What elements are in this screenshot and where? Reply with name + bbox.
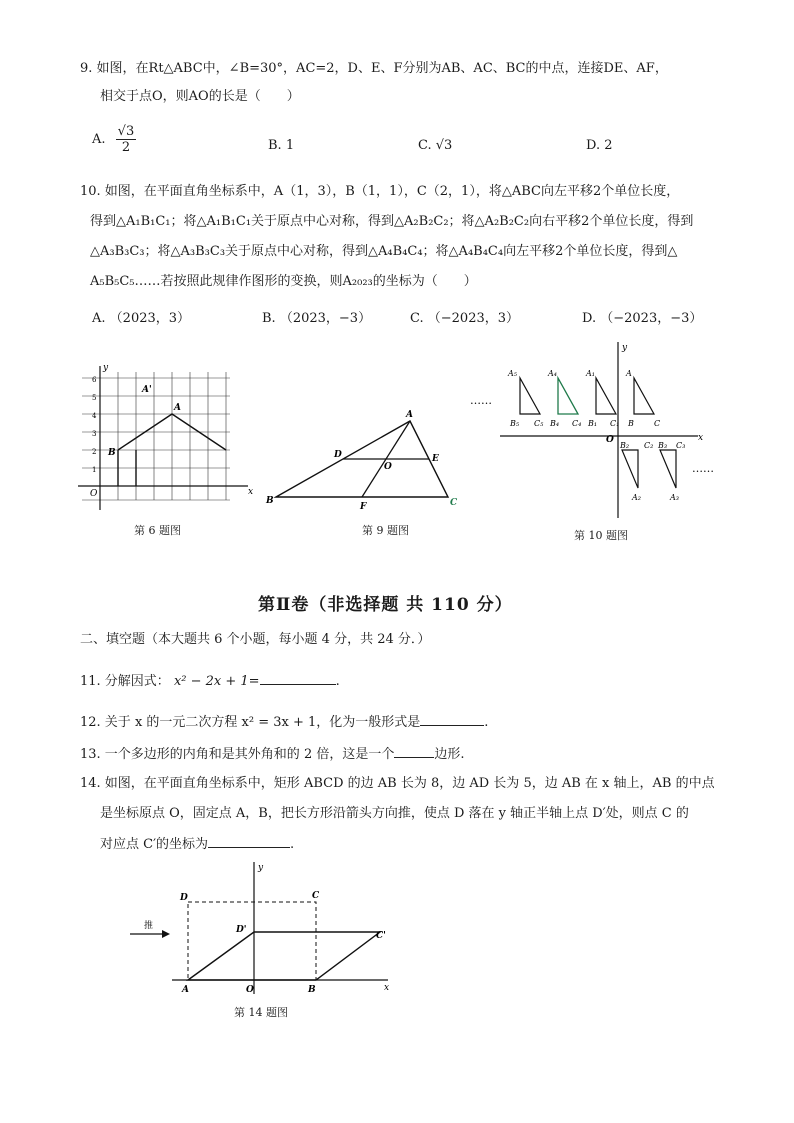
q9-option-a xyxy=(92,124,136,155)
fig14-caption: 第 14 题图 xyxy=(234,1006,288,1019)
q9-option-d-text: 2 xyxy=(604,138,613,153)
fig10-y-label: y xyxy=(622,343,628,353)
q12-prefix: 12. 关于 x 的一元二次方程 x² = 3x + 1，化为一般形式是 xyxy=(80,715,421,730)
fig9-caption: 第 9 题图 xyxy=(362,524,409,537)
fig14-origin: O xyxy=(246,985,254,995)
fig9-label-b: B xyxy=(266,496,274,506)
q9-option-c-letter: C. xyxy=(418,138,432,153)
figure-9-triangle xyxy=(262,405,472,520)
fig6-label-a-prime: A' xyxy=(142,385,152,395)
fig10-label-c5: C₅ xyxy=(534,419,544,428)
q14-line3-suffix: . xyxy=(290,837,295,852)
fig10-label-a5: A₅ xyxy=(508,369,517,378)
figure-6-grid xyxy=(70,360,260,520)
q14-line1: 14. 如图，在平面直角坐标系中，矩形 ABCD 的边 AB 长为 8，边 AD 长为 5，边 AB 在 x 轴上，AB 的中点 xyxy=(80,776,715,791)
fig10-label-c1: C₁ xyxy=(610,419,620,428)
q10-option-c xyxy=(410,307,519,326)
fig10-label-a2: A₂ xyxy=(632,493,641,502)
fig14-label-c: C xyxy=(312,891,320,901)
section2-part-heading: 二、填空题（本大题共 6 个小题，每小题 4 分，共 24 分．） xyxy=(80,632,431,647)
q13 xyxy=(80,746,464,764)
q12 xyxy=(80,714,488,732)
fig14-label-d-prime: D' xyxy=(236,925,247,935)
q11-prefix: 11. 分解因式： xyxy=(80,674,170,689)
fig10-label-b: B xyxy=(628,419,634,428)
fig10-label-c3: C₃ xyxy=(676,441,686,450)
fig14-pushed-parallelogram xyxy=(188,932,380,980)
fig6-x-label: x xyxy=(248,487,254,497)
fig14-x-label: x xyxy=(384,983,390,993)
fig6-ytick-3: 3 xyxy=(92,430,97,438)
fig10-triangle-4 xyxy=(558,378,578,414)
fig6-ytick-1: 1 xyxy=(92,466,97,474)
fig6-ytick-2: 2 xyxy=(92,448,97,456)
q13-answer-blank[interactable] xyxy=(394,757,434,758)
q10-option-b xyxy=(262,307,371,326)
figure-14-parallelogram xyxy=(122,858,402,1000)
q9-line1: 9. 如图，在Rt△ABC中，∠B=30°，AC=2，D、E、F分别为AB、AC、BC的中点，连接DE、AF， xyxy=(80,61,668,76)
fig14-push-arrow-head xyxy=(162,930,170,938)
fig10-label-a: A xyxy=(626,369,632,378)
q10-option-d-letter: D. xyxy=(582,311,597,326)
fig6-y-label: y xyxy=(103,363,109,373)
q14-line2: 是坐标原点 O，固定点 A，B，把长方形沿箭头方向推，使点 D 落在 y 轴正半轴上点 D′处，则点 C 的 xyxy=(100,806,689,821)
q9-option-b-text: 1 xyxy=(285,138,295,153)
fig6-label-b: B xyxy=(108,448,116,458)
q9-option-a-fraction xyxy=(116,124,137,155)
q10-option-b-text: （2023，−3） xyxy=(279,311,372,326)
fig6-ytick-5: 5 xyxy=(92,394,97,402)
q11-answer-blank[interactable] xyxy=(260,684,336,685)
q9-option-d-letter: D. xyxy=(586,138,601,153)
fig14-label-c-prime: C' xyxy=(376,931,386,941)
q10-line4: A₅B₅C₅……若按照此规律作图形的变换，则A₂₀₂₃的坐标为（ ） xyxy=(90,274,477,289)
fig14-label-a: A xyxy=(182,985,189,995)
fig14-push-label: 推 xyxy=(144,921,154,931)
q10-option-a-letter: A. xyxy=(92,311,106,326)
q9-option-c xyxy=(418,138,452,153)
q9-option-b xyxy=(268,138,294,153)
fig10-label-b2: B₂ xyxy=(620,441,630,450)
q13-suffix: 边形. xyxy=(434,747,465,762)
q9-option-a-numerator: √3 xyxy=(117,124,135,139)
fig10-label-a1: A₁ xyxy=(586,369,595,378)
fig10-caption: 第 10 题图 xyxy=(574,529,628,542)
q11-suffix: . xyxy=(335,674,340,689)
q10-option-a-text: （2023，3） xyxy=(109,311,191,326)
fig6-gridlines xyxy=(82,372,230,500)
fig10-label-b3: B₃ xyxy=(658,441,668,450)
fig14-label-d: D xyxy=(180,893,188,903)
fig10-label-b5: B₅ xyxy=(510,419,520,428)
fig10-label-a3: A₃ xyxy=(670,493,679,502)
q10-option-d-text: （−2023，−3） xyxy=(600,311,703,326)
fig10-label-a4: A₄ xyxy=(548,369,557,378)
fig14-original-rectangle xyxy=(188,902,316,980)
fig6-origin-label: O xyxy=(90,489,98,499)
q10-option-c-letter: C. xyxy=(410,311,424,326)
q10-option-d xyxy=(582,307,702,326)
fig10-label-c4: C₄ xyxy=(572,419,582,428)
fig10-dots-left: …… xyxy=(470,394,492,407)
q9-option-b-letter: B. xyxy=(268,138,282,153)
fig10-triangle-abc xyxy=(634,378,654,414)
fig6-label-a: A xyxy=(174,403,181,413)
fig6-ytick-4: 4 xyxy=(92,412,97,420)
fig10-dots-right: …… xyxy=(692,462,714,475)
q14-line3 xyxy=(100,836,294,854)
q11 xyxy=(80,673,340,691)
q10-line2: 得到△A₁B₁C₁；将△A₁B₁C₁关于原点中心对称，得到△A₂B₂C₂；将△A₂B₂C₂向右平移2个单位长度，得到 xyxy=(90,214,694,229)
q11-expression: x² − 2x + 1= xyxy=(173,674,260,689)
fig10-label-c2: C₂ xyxy=(644,441,654,450)
fig9-label-e: E xyxy=(432,454,439,464)
fig10-triangle-5 xyxy=(520,378,540,414)
fig14-label-b: B xyxy=(308,985,316,995)
fig9-label-c: C xyxy=(450,498,458,508)
q10-option-c-text: （−2023，3） xyxy=(427,311,520,326)
q13-prefix: 13. 一个多边形的内角和是其外角和的 2 倍，这是一个 xyxy=(80,747,395,762)
fig10-origin: O xyxy=(606,435,614,445)
fig6-ytick-6: 6 xyxy=(92,376,97,384)
fig9-label-o: O xyxy=(384,462,392,472)
fig10-triangle-2 xyxy=(622,450,638,488)
q10-option-a xyxy=(92,307,190,326)
q10-option-b-letter: B. xyxy=(262,311,276,326)
fig6-caption: 第 6 题图 xyxy=(134,524,181,537)
q12-answer-blank[interactable] xyxy=(420,725,484,726)
q10-line1: 10. 如图，在平面直角坐标系中，A（1，3），B（1，1），C（2，1），将△ABC向左平移2个单位长度， xyxy=(80,184,680,199)
q9-option-d xyxy=(586,138,613,153)
q9-option-c-text: √3 xyxy=(435,138,453,153)
q9-line2: 相交于点O，则AO的长是（ ） xyxy=(100,89,300,104)
fig10-label-b1: B₁ xyxy=(588,419,598,428)
fig9-label-f: F xyxy=(360,502,367,512)
fig14-y-label: y xyxy=(258,863,264,873)
fig10-label-b4: B₄ xyxy=(550,419,560,428)
fig9-label-d: D xyxy=(334,450,342,460)
figure-10-transformations xyxy=(470,338,720,523)
fig10-x-label: x xyxy=(698,433,704,443)
q12-suffix: . xyxy=(484,715,489,730)
fig10-triangle-3 xyxy=(660,450,676,488)
q9-option-a-denominator: 2 xyxy=(121,140,131,155)
fig10-triangle-1 xyxy=(596,378,616,414)
q10-line3: △A₃B₃C₃；将△A₃B₃C₃关于原点中心对称，得到△A₄B₄C₄；将△A₄B₄C₄向左平移2个单位长度，得到△ xyxy=(90,244,678,259)
section2-title: 第Ⅱ卷（非选择题 共 110 分） xyxy=(258,595,513,615)
q9-option-a-letter: A. xyxy=(92,132,106,147)
fig9-label-a: A xyxy=(406,410,413,420)
q14-line3-prefix: 对应点 C′的坐标为 xyxy=(100,837,209,852)
fig10-label-c: C xyxy=(654,419,661,428)
q14-answer-blank[interactable] xyxy=(208,847,290,848)
